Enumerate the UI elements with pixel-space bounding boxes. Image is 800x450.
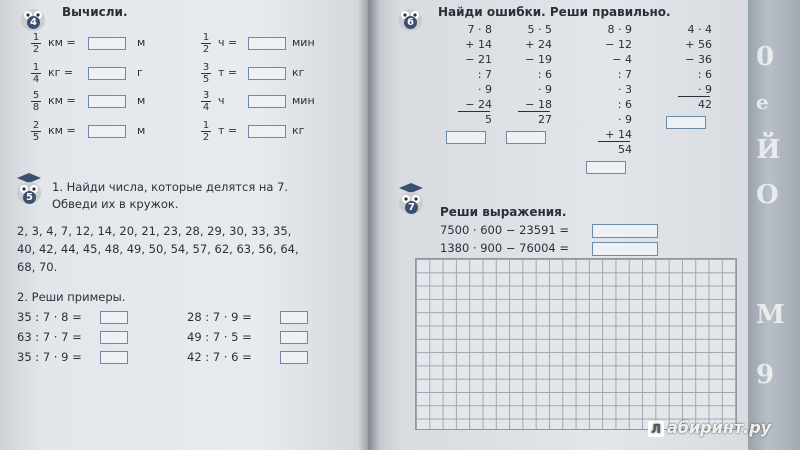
- unit-label: км =: [48, 124, 76, 137]
- owl-icon: [18, 2, 48, 32]
- watermark: [648, 418, 771, 437]
- unit-label: м: [137, 124, 146, 137]
- expression: 7500 · 600 − 23591 =: [440, 223, 570, 237]
- task4-title: Вычисли.: [62, 5, 128, 19]
- result-line: [678, 96, 710, 97]
- owl-icon: [395, 2, 425, 32]
- fraction-numerator: 1: [202, 32, 210, 43]
- fraction-denominator: 8: [32, 102, 40, 113]
- unit-label: ч =: [218, 36, 238, 49]
- ruler-letter: е: [756, 90, 769, 114]
- fraction: [30, 90, 42, 113]
- answer-box[interactable]: [280, 331, 308, 344]
- fraction: [30, 120, 42, 143]
- example: 42 : 7 · 6 =: [187, 350, 252, 364]
- fraction-denominator: 2: [202, 44, 210, 55]
- example: 28 : 7 · 9 =: [187, 310, 252, 324]
- book-gutter: [358, 0, 380, 450]
- unit-label: мин: [292, 36, 315, 49]
- fraction: [200, 90, 212, 113]
- chain-step: : 6: [537, 68, 552, 81]
- chain-head: 7 · 8: [467, 23, 492, 36]
- answer-box[interactable]: [100, 351, 128, 364]
- task6-title: Найди ошибки. Реши правильно.: [438, 5, 671, 19]
- chain-step: + 14: [605, 128, 632, 141]
- fraction-denominator: 5: [32, 132, 40, 143]
- answer-box[interactable]: [248, 67, 286, 80]
- answer-box[interactable]: [88, 67, 126, 80]
- fraction: [200, 120, 212, 143]
- chain-result: 42: [698, 98, 712, 111]
- fraction-numerator: 3: [202, 90, 210, 101]
- fraction-numerator: 5: [32, 90, 40, 101]
- answer-box[interactable]: [88, 95, 126, 108]
- chain-head: 8 · 9: [607, 23, 632, 36]
- unit-label: т =: [218, 124, 238, 137]
- answer-box[interactable]: [446, 131, 486, 144]
- unit-label: т =: [218, 66, 238, 79]
- chain-result: 54: [618, 143, 632, 156]
- fraction-denominator: 4: [32, 74, 40, 85]
- chain-step: : 6: [617, 98, 632, 111]
- task7-title: Реши выражения.: [440, 205, 567, 219]
- chain-step: − 24: [465, 98, 492, 111]
- answer-box[interactable]: [666, 116, 706, 129]
- ruler: [748, 0, 800, 450]
- unit-label: км =: [48, 94, 76, 107]
- unit-label: км =: [48, 36, 76, 49]
- chain-step: − 36: [685, 53, 712, 66]
- answer-box[interactable]: [592, 242, 658, 256]
- fraction-numerator: 1: [32, 32, 40, 43]
- task5-part1-sub: Обведи их в кружок.: [52, 197, 179, 211]
- chain-step: · 9: [538, 83, 552, 96]
- chain-step: : 6: [697, 68, 712, 81]
- squared-grid-area[interactable]: [415, 258, 737, 430]
- owl-graduate-icon: [14, 172, 44, 202]
- answer-box[interactable]: [280, 351, 308, 364]
- fraction-numerator: 1: [202, 120, 210, 131]
- ruler-letter: 0: [756, 42, 775, 72]
- chain-step: − 4: [612, 53, 632, 66]
- result-line: [518, 111, 550, 112]
- fraction: [30, 62, 42, 85]
- answer-box[interactable]: [100, 311, 128, 324]
- answer-box[interactable]: [248, 95, 286, 108]
- chain-column: [660, 22, 712, 112]
- task5-part2-title: 2. Реши примеры.: [17, 290, 126, 304]
- fraction-denominator: 2: [32, 44, 40, 55]
- chain-column: [580, 22, 632, 157]
- numbers-line: 40, 42, 44, 45, 48, 49, 50, 54, 57, 62, 63, 56, 64,: [17, 242, 299, 256]
- example: 49 : 7 · 5 =: [187, 330, 252, 344]
- answer-box[interactable]: [586, 161, 626, 174]
- answer-box[interactable]: [88, 125, 126, 138]
- unit-label: ч: [218, 94, 225, 107]
- chain-step: · 9: [618, 113, 632, 126]
- numbers-line: 68, 70.: [17, 260, 58, 274]
- fraction-numerator: 2: [32, 120, 40, 131]
- example: 63 : 7 · 7 =: [17, 330, 82, 344]
- chain-step: · 9: [478, 83, 492, 96]
- chain-step: − 19: [525, 53, 552, 66]
- ruler-letter: 9: [756, 360, 775, 390]
- answer-box[interactable]: [248, 37, 286, 50]
- answer-box[interactable]: [592, 224, 658, 238]
- fraction: [200, 62, 212, 85]
- unit-label: м: [137, 94, 146, 107]
- task-number-badge: 6: [404, 16, 417, 29]
- chain-step: · 9: [698, 83, 712, 96]
- fraction-denominator: 4: [202, 102, 210, 113]
- expression: 1380 · 900 − 76004 =: [440, 241, 570, 255]
- watermark-logo: Л: [648, 421, 664, 437]
- answer-box[interactable]: [280, 311, 308, 324]
- answer-box[interactable]: [88, 37, 126, 50]
- ruler-letter: О: [756, 180, 779, 210]
- task-number-badge: 4: [27, 16, 40, 29]
- owl-graduate-icon: [396, 182, 426, 212]
- chain-step: : 7: [477, 68, 492, 81]
- watermark-text: абиринт.ру: [667, 418, 772, 437]
- chain-step: − 21: [465, 53, 492, 66]
- fraction: [200, 32, 212, 55]
- task5-part1-title: 1. Найди числа, которые делятся на 7.: [52, 180, 289, 194]
- chain-result: 27: [538, 113, 552, 126]
- result-line: [458, 111, 490, 112]
- chain-step: : 7: [617, 68, 632, 81]
- chain-step: + 24: [525, 38, 552, 51]
- chain-step: − 12: [605, 38, 632, 51]
- chain-step: + 56: [685, 38, 712, 51]
- result-line: [598, 141, 630, 142]
- unit-label: кг: [292, 124, 305, 137]
- answer-box[interactable]: [100, 331, 128, 344]
- unit-label: м: [137, 36, 146, 49]
- fraction-numerator: 3: [202, 62, 210, 73]
- example: 35 : 7 · 9 =: [17, 350, 82, 364]
- answer-box[interactable]: [506, 131, 546, 144]
- fraction: [30, 32, 42, 55]
- chain-step: · 3: [618, 83, 632, 96]
- unit-label: мин: [292, 94, 315, 107]
- fraction-denominator: 5: [202, 74, 210, 85]
- ruler-letter: М: [756, 300, 785, 330]
- ruler-letter: Й: [756, 135, 781, 165]
- chain-step: − 18: [525, 98, 552, 111]
- unit-label: кг: [292, 66, 305, 79]
- chain-result: 5: [485, 113, 492, 126]
- task-number-badge: 7: [405, 201, 418, 214]
- chain-head: 4 · 4: [687, 23, 712, 36]
- unit-label: г: [137, 66, 143, 79]
- fraction-numerator: 1: [32, 62, 40, 73]
- answer-box[interactable]: [248, 125, 286, 138]
- numbers-line: 2, 3, 4, 7, 12, 14, 20, 21, 23, 28, 29, 30, 33, 35,: [17, 224, 292, 238]
- chain-head: 5 · 5: [527, 23, 552, 36]
- chain-step: + 14: [465, 38, 492, 51]
- fraction-denominator: 2: [202, 132, 210, 143]
- unit-label: кг =: [48, 66, 74, 79]
- example: 35 : 7 · 8 =: [17, 310, 82, 324]
- task-number-badge: 5: [23, 191, 36, 204]
